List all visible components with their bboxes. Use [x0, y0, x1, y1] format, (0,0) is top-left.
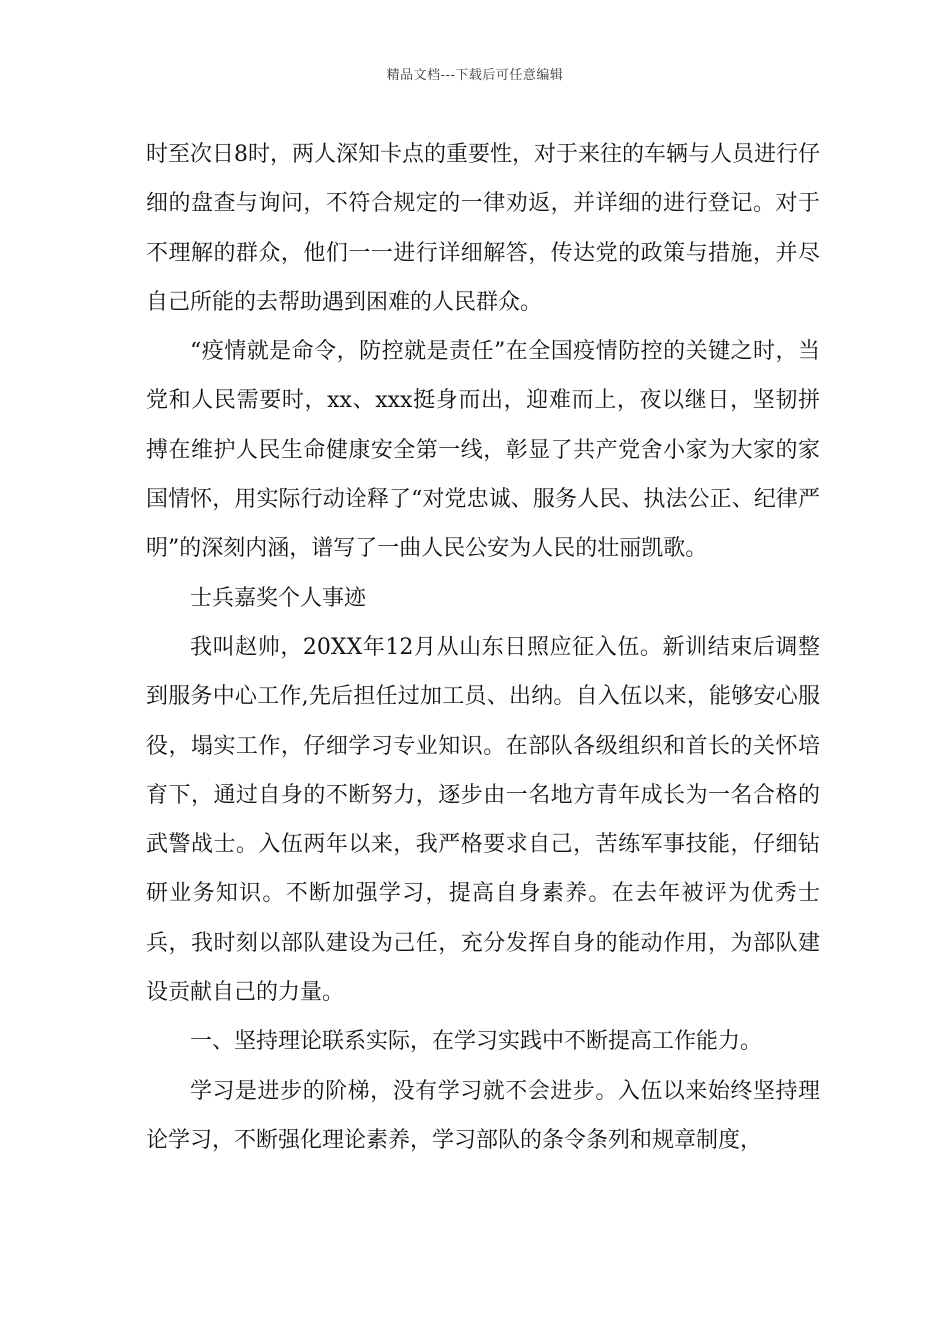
section-title: 士兵嘉奖个人事迹: [190, 585, 367, 611]
document-body: [146, 130, 820, 1165]
paragraph-3: 我叫赵帅，20XX年12月从山东日照应征入伍。新训结束后调整到服务中心工作,先后担任过加工员、出纳。自入伍以来，能够安心服役，塌实工作，仔细学习专业知识。在部队各级组织和首长的关怀培育下，通过自身的不断努力，逐步由一名地方青年成长为一名合格的武警战士。入伍两年以来，我严格要求自己，苦练军事技能，仔细钻研业务知识。不断加强学习，提高自身素养。在去年被评为优秀士兵，我时刻以部队建设为己任，充分发挥自身的能动作用，为部队建设贡献自己的力量。: [146, 634, 820, 1006]
page-header: 精品文档---下载后可任意编辑: [386, 68, 564, 83]
section-heading-1: 一、坚持理论联系实际，在学习实践中不断提高工作能力。: [190, 1029, 763, 1055]
paragraph-2: “疫情就是命令，防控就是责任”在全国疫情防控的关键之时，当党和人民需要时，xx、xxx挺身而出，迎难而上，夜以继日，坚韧拼搏在维护人民生命健康安全第一线，彰显了共产党舍小家为大家的家国情怀，用实际行动诠释了“对党忠诚、服务人民、执法公正、纪律严明”的深刻内涵，谱写了一曲人民公安为人民的壮丽凯歌。: [146, 339, 820, 562]
paragraph-4: 学习是进步的阶梯，没有学习就不会进步。入伍以来始终坚持理论学习，不断强化理论素养，学习部队的条令条列和规章制度，: [146, 1078, 820, 1153]
paragraph-1: 时至次日8时，两人深知卡点的重要性，对于来往的车辆与人员进行仔细的盘查与询问，不符合规定的一律劝返，并详细的进行登记。对于不理解的群众，他们一一进行详细解答，传达党的政策与措施，并尽自己所能的去帮助遇到困难的人民群众。: [146, 142, 820, 315]
